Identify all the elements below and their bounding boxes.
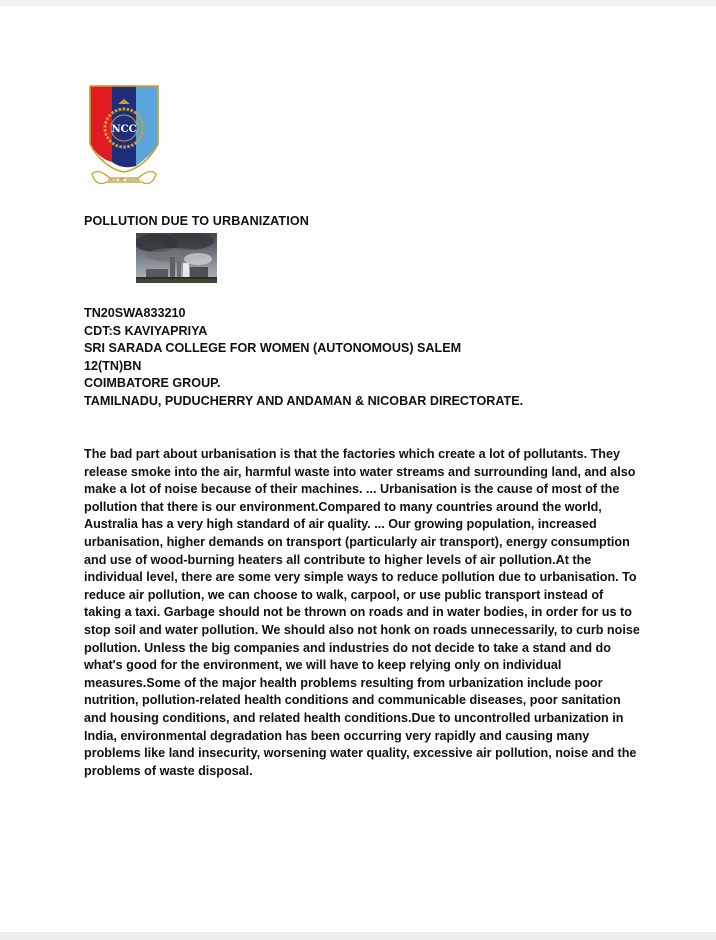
- body-paragraph: The bad part about urbanisation is that the factories which create a lot of pollutants. They release smoke into the air, harmful waste into water streams and surrounding land, and also make a lot of noise because of their machines. ... Urbanisation is the cause of most of the pollution that there is our environment.Compared to many countries around the world, Australia has a very high standard of air quality. ... Our growing population, increased urbanisation, higher demands on transport (particularly air transport), energy consumption and use of wood-burning heaters all contribute to higher levels of air pollution.At the individual level, there are some very simple ways to reduce pollution due to urbanisation. To reduce air pollution, we can choose to walk, carpool, or use public transport instead of taking a taxi. Garbage should not be thrown on roads and in water bodies, in order for us to stop soil and water pollution. We should also not honk on roads unnecessarily, to curb noise pollution. Unless the big companies and industries do not decide to take a stand and do what's good for the environment, we will have to keep relying only on individual measures.Some of the major health problems resulting from urbanization include poor nutrition, pollution-related health conditions and communicable diseases, poor sanitation and housing conditions, and related health conditions.Due to uncontrolled urbanization in India, environmental degradation has been occurring very rapidly and causing many problems like land insecurity, worsening water quality, excessive air pollution, noise and the problems of waste disposal.: [84, 447, 640, 778]
- group-name: COIMBATORE GROUP.: [84, 376, 221, 390]
- logo-emblem-text: NCC: [111, 124, 137, 135]
- directorate: TAMILNADU, PUDUCHERRY AND ANDAMAN & NICOBAR DIRECTORATE.: [84, 393, 524, 408]
- top-edge: [0, 0, 716, 6]
- ncc-logo: [84, 82, 164, 192]
- college-name: SRI SARADA COLLEGE FOR WOMEN (AUTONOMOUS) SALEM: [84, 341, 462, 355]
- cadet-info: [84, 305, 664, 410]
- bottom-edge: [0, 932, 716, 940]
- cadet-reg-number: TN20SWA833210: [84, 306, 186, 320]
- factory-smoke-photo: [136, 233, 217, 283]
- cadet-name: CDT:S KAVIYAPRIYA: [84, 323, 208, 338]
- battalion: 12(TN)BN: [84, 358, 142, 373]
- logo-motto: एकता और अनुशासन: [107, 177, 141, 183]
- document-title: POLLUTION DUE TO URBANIZATION: [84, 214, 309, 228]
